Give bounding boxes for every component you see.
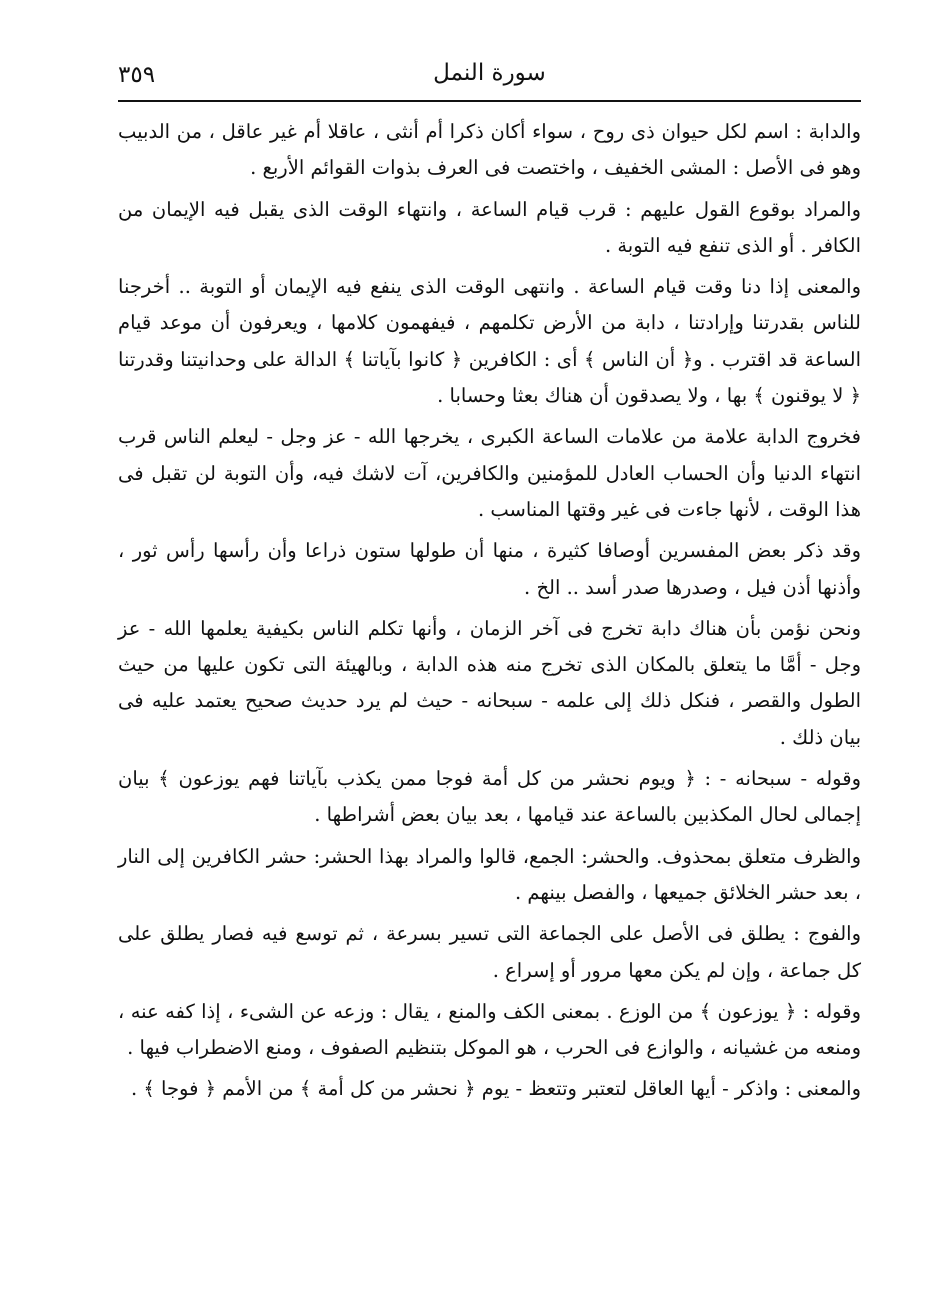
paragraph-7: وقوله - سبحانه - : ﴿ ويوم نحشر من كل أمة فوجا ممن يكذب بآياتنا فهم يوزعون ﴾ بيان إجمالى لحال المكذبين بالساعة عند قيامها ، بعد بيان بعض أشراطها . (118, 767, 861, 827)
page-header (118, 56, 861, 96)
body-text (118, 114, 861, 1113)
running-title: سورة النمل (433, 60, 546, 86)
paragraph-2: والمراد بوقوع القول عليهم : قرب قيام الساعة ، وانتهاء الوقت الذى يقبل فيه الإيمان من الكافر . أو الذى تنفع فيه التوبة . (118, 197, 861, 257)
paragraph-9: والفوج : يطلق فى الأصل على الجماعة التى تسير بسرعة ، ثم توسع فيه فصار يطلق على كل جماعة ، وإن لم يكن معها مرور أو إسراع . (118, 922, 861, 982)
paragraph-10: وقوله : ﴿ يوزعون ﴾ من الوزع . بمعنى الكف والمنع ، يقال : وزعه عن الشىء ، إذا كفه عنه ، ومنعه من غشيانه ، والوازع فى الحرب ، هو الموكل بتنظيم الصفوف ، ومنع الاضطراب فيها . (118, 999, 861, 1060)
paragraph-1: والدابة : اسم لكل حيوان ذى روح ، سواء أكان ذكرا أم أنثى ، عاقلا أم غير عاقل ، من الدبيب وهو فى الأصل : المشى الخفيف ، واختصت فى العرف بذوات القوائم الأربع . (118, 120, 861, 180)
paragraph-8: والظرف متعلق بمحذوف. والحشر: الجمع، قالوا والمراد بهذا الحشر: حشر الكافرين إلى النار ، بعد حشر الخلائق جميعها ، والفصل بينهم . (118, 844, 861, 904)
paragraph-4: فخروج الدابة علامة من علامات الساعة الكبرى ، يخرجها الله - عز وجل - ليعلم الناس قرب انتهاء الدنيا وأن الحساب العادل للمؤمنين والكافرين، آت لاشك فيه، وأن التوبة لن تقبل فى هذا الوقت ، لأنها جاءت فى غير وقتها المناسب . (118, 425, 861, 521)
header-rule (118, 100, 861, 102)
paragraph-3: والمعنى إذا دنا وقت قيام الساعة . وانتهى الوقت الذى ينفع فيه الإيمان أو التوبة .. أخرجنا للناس بقدرتنا وإرادتنا ، دابة من الأرض تكلمهم ، فيفهمون كلامها ، ويعرفون أن موعد قيام الساعة قد اقترب . و﴿ أن الناس ﴾ أى : الكافرين ﴿ كانوا بآياتنا ﴾ الدالة على وحدانيتنا وقدرتنا ﴿ لا يوقنون ﴾ بها ، ولا يصدقون أن هناك بعثا وحسابا . (118, 275, 861, 408)
paragraph-5: وقد ذكر بعض المفسرين أوصافا كثيرة ، منها أن طولها ستون ذراعا وأن رأسها رأس ثور ، وأذنها أذن فيل ، وصدرها صدر أسد .. الخ . (118, 539, 861, 599)
paragraph-6: ونحن نؤمن بأن هناك دابة تخرج فى آخر الزمان ، وأنها تكلم الناس بكيفية يعلمها الله - عز وجل - أمَّا ما يتعلق بالمكان الذى تخرج منه هذه الدابة ، وبالهيئة التى تكون عليها من حيث الطول والقصر ، فنكل ذلك إلى علمه - سبحانه - حيث لم يرد حديث صحيح يعتمد عليه فى بيان ذلك . (118, 616, 861, 749)
page-number: ٣٥٩ (118, 62, 156, 88)
paragraph-11: والمعنى : واذكر - أيها العاقل لتعتبر وتتعظ - يوم ﴿ نحشر من كل أمة ﴾ من الأمم ﴿ فوجا ﴾ . (131, 1077, 861, 1101)
